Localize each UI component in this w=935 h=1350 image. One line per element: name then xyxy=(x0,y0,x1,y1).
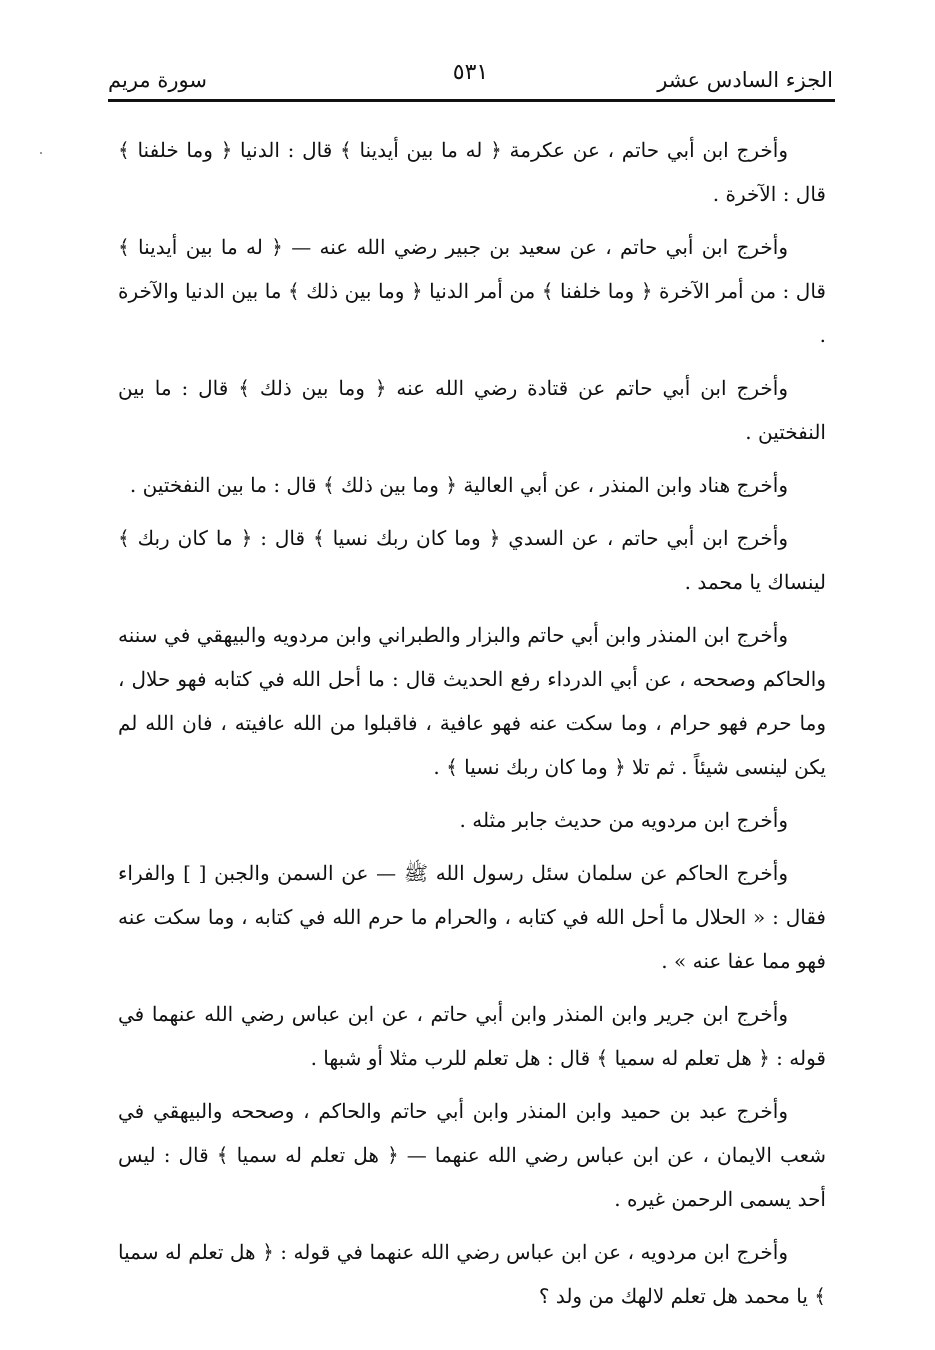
paragraph: وأخرج هناد وابن المنذر ، عن أبي العالية ﴿ وما بين ذلك ﴾ قال : ما بين النفختين . xyxy=(129,473,788,497)
paragraph: وأخرج ابن أبي حاتم ، عن سعيد بن جبير رضي الله عنه — ﴿ له ما بين أيدينا ﴾ قال : من أمر الآخرة ﴿ وما خلفنا ﴾ من أمر الدنيا ﴿ وما بين ذلك ﴾ ما بين الدنيا والآخرة . xyxy=(118,235,826,347)
paragraph: وأخرج ابن أبي حاتم ، عن السدي ﴿ وما كان ربك نسيا ﴾ قال : ﴿ ما كان ربك ﴾ لينساك يا محمد . xyxy=(118,526,826,594)
paragraph: وأخرج الحاكم عن سلمان سئل رسول الله ﷺ — عن السمن والجبن [ ] والفراء فقال : « الحلال ما أحل الله في كتابه ، والحرام ما حرم الله في كتابه ، وما سكت عنه فهو مما عفا عنه » . xyxy=(118,861,826,973)
paragraph: وأخرج ابن جرير وابن المنذر وابن أبي حاتم ، عن ابن عباس رضي الله عنهما في قوله : ﴿ هل تعلم له سميا ﴾ قال : هل تعلم للرب مثلا أو شبها . xyxy=(118,1002,826,1070)
paragraph: وأخرج ابن مردويه ، عن ابن عباس رضي الله عنهما في قوله : ﴿ هل تعلم له سميا ﴾ يا محمد هل تعلم لالهك من ولد ؟ xyxy=(118,1240,826,1308)
page-header xyxy=(108,58,833,92)
page-number: ٥٣١ xyxy=(452,60,489,85)
paragraph: وأخرج ابن مردويه من حديث جابر مثله . xyxy=(459,808,788,832)
running-head-surah: سورة مريم xyxy=(108,68,207,92)
page-body xyxy=(118,128,826,1327)
running-head-juz: الجزء السادس عشر xyxy=(657,68,833,92)
paragraph: وأخرج ابن أبي حاتم ، عن عكرمة ﴿ له ما بين أيدينا ﴾ قال : الدنيا ﴿ وما خلفنا ﴾ قال : الآخرة . xyxy=(118,138,826,206)
header-rule xyxy=(108,99,835,102)
paragraph: وأخرج ابن المنذر وابن أبي حاتم والبزار والطبراني وابن مردويه والبيهقي في سننه والحاكم وصححه ، عن أبي الدرداء رفع الحديث قال : ما أحل الله في كتابه فهو حلال ، وما حرم فهو حرام ، وما سكت عنه فهو عافية ، فاقبلوا من الله عافيته ، فان الله لم يكن لينسى شيئاً . ثم تلا ﴿ وما كان ربك نسيا ﴾ . xyxy=(118,623,826,779)
paragraph: وأخرج عبد بن حميد وابن المنذر وابن أبي حاتم والحاكم ، وصححه والبيهقي في شعب الايمان ، عن ابن عباس رضي الله عنهما — ﴿ هل تعلم له سميا ﴾ قال : ليس أحد يسمى الرحمن غيره . xyxy=(118,1099,826,1211)
margin-speck xyxy=(40,152,42,154)
paragraph: وأخرج ابن أبي حاتم عن قتادة رضي الله عنه ﴿ وما بين ذلك ﴾ قال : ما بين النفختين . xyxy=(118,376,826,444)
